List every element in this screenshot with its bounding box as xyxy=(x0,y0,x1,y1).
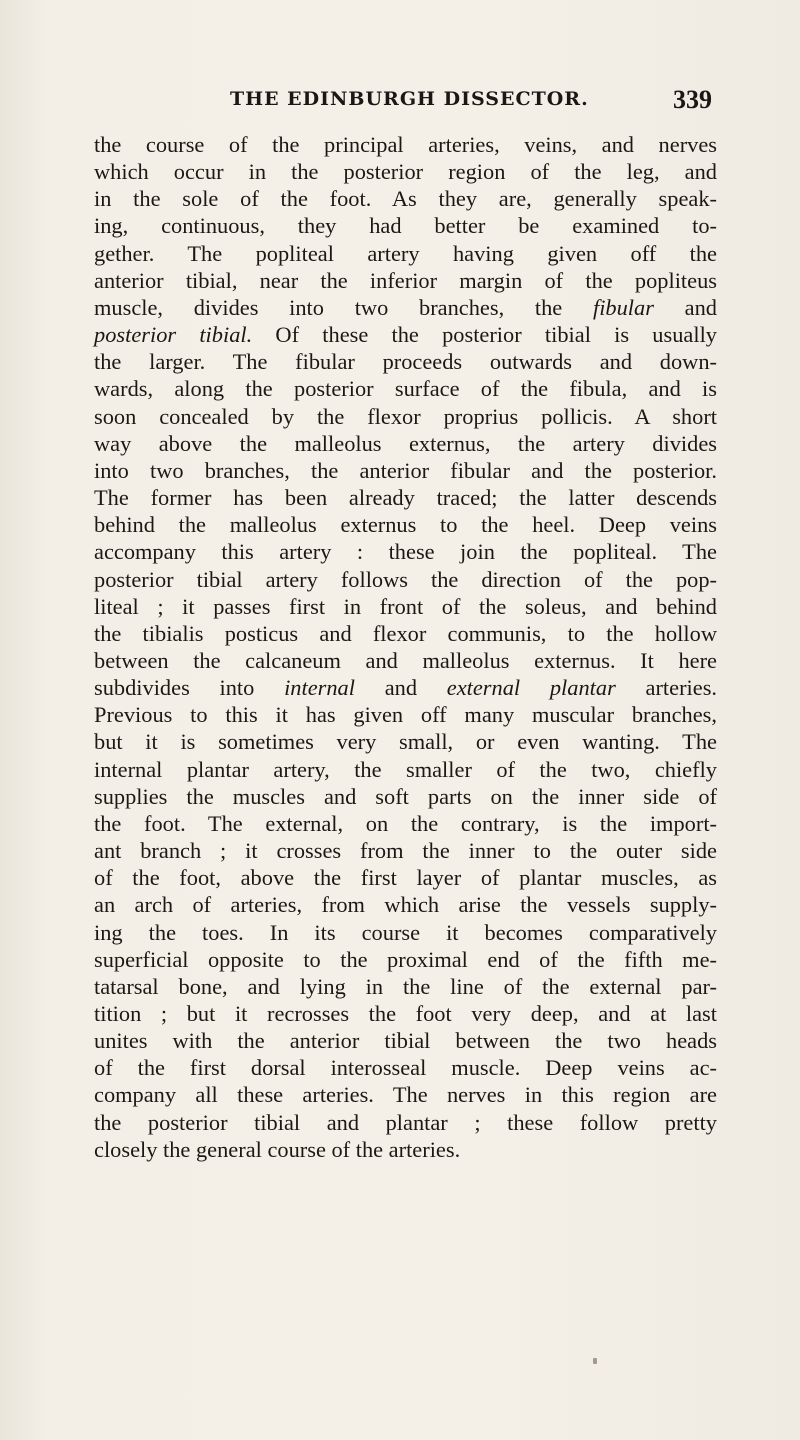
text-segment: internal plantar artery, the smaller of the two, chiefly xyxy=(94,756,717,782)
text-segment: and xyxy=(354,675,447,701)
text-line xyxy=(94,837,717,864)
text-line xyxy=(94,321,717,348)
text-line xyxy=(94,756,717,783)
text-line xyxy=(94,538,717,565)
text-line xyxy=(94,891,717,918)
text-line xyxy=(94,701,717,728)
text-segment: between the calcaneum and malleolus externus. It here xyxy=(94,647,717,673)
italic-term: fibular xyxy=(592,294,654,320)
text-line xyxy=(94,946,717,973)
text-line xyxy=(94,212,717,239)
ink-speck xyxy=(593,1358,597,1364)
text-segment: closely the general course of the arteries. xyxy=(94,1136,461,1162)
text-segment: into two branches, the anterior fibular and the posterior. xyxy=(94,457,717,483)
text-segment: ant branch ; it crosses from the inner to the outer side xyxy=(94,838,717,864)
text-line xyxy=(94,593,717,620)
text-line xyxy=(94,430,717,457)
text-line xyxy=(94,674,717,701)
text-segment: unites with the anterior tibial between the two heads xyxy=(94,1028,717,1054)
text-line xyxy=(94,647,717,674)
text-line xyxy=(94,810,717,837)
text-segment: tition ; but it recrosses the foot very deep, and at last xyxy=(94,1001,717,1026)
text-segment: the larger. The fibular proceeds outwards and down- xyxy=(94,349,717,375)
text-line xyxy=(94,864,717,891)
text-segment: posterior tibial artery follows the direction of the pop- xyxy=(94,566,717,592)
text-segment: in the sole of the foot. As they are, generally speak- xyxy=(94,186,717,212)
text-segment: Previous to this it has given off many muscular branches, xyxy=(94,702,717,728)
text-segment: of the foot, above the first layer of plantar muscles, as xyxy=(94,865,717,891)
text-segment: gether. The popliteal artery having given off the xyxy=(94,240,717,266)
text-segment: but it is sometimes very small, or even wanting. The xyxy=(94,729,717,755)
text-segment: Of these the posterior tibial is usually xyxy=(252,322,717,348)
text-segment: the posterior tibial and plantar ; these follow pretty xyxy=(94,1109,717,1135)
text-segment: anterior tibial, near the inferior margin of the popliteus xyxy=(94,267,717,293)
text-line xyxy=(94,919,717,946)
text-segment: way above the malleolus externus, the artery divides xyxy=(94,430,717,456)
text-segment: accompany this artery : these join the popliteal. The xyxy=(94,539,717,565)
page-header xyxy=(230,85,712,118)
text-line xyxy=(94,1136,717,1163)
text-segment: which occur in the posterior region of the leg, and xyxy=(94,159,717,185)
text-line xyxy=(94,185,717,212)
text-line xyxy=(94,783,717,810)
text-segment: wards, along the posterior surface of the fibula, and is xyxy=(94,376,717,402)
text-segment: subdivides into xyxy=(94,675,285,701)
text-line xyxy=(94,240,717,267)
body-paragraph xyxy=(94,131,717,1163)
italic-term: internal xyxy=(284,675,355,701)
text-segment: the foot. The external, on the contrary, is the import- xyxy=(94,810,717,836)
text-line xyxy=(94,457,717,484)
text-line xyxy=(94,403,717,430)
italic-term: external plantar xyxy=(446,675,616,701)
text-line xyxy=(94,1081,717,1108)
running-head: THE EDINBURGH DISSECTOR. xyxy=(230,88,589,110)
text-segment: behind the malleolus externus to the heel. Deep veins xyxy=(94,512,717,538)
text-line xyxy=(94,1054,717,1081)
text-line xyxy=(94,1109,717,1136)
text-segment: supplies the muscles and soft parts on the inner side of xyxy=(94,783,717,809)
text-line xyxy=(94,620,717,647)
text-segment: ing, continuous, they had better be examined to- xyxy=(94,213,717,239)
text-segment: the course of the principal arteries, veins, and nerves xyxy=(94,132,717,157)
text-segment: ing the toes. In its course it becomes comparatively xyxy=(94,919,717,945)
text-segment: company all these arteries. The nerves in this region are xyxy=(94,1082,717,1108)
text-segment: The former has been already traced; the latter descends xyxy=(94,485,717,511)
page-number: 339 xyxy=(673,85,712,114)
text-line xyxy=(94,728,717,755)
text-segment: arteries. xyxy=(615,675,718,701)
italic-term: posterior tibial. xyxy=(94,322,253,348)
text-line xyxy=(94,484,717,511)
text-line xyxy=(94,1027,717,1054)
text-segment: liteal ; it passes first in front of the soleus, and behind xyxy=(94,593,717,619)
text-line xyxy=(94,348,717,375)
text-segment: of the first dorsal interosseal muscle. Deep veins ac- xyxy=(94,1055,717,1081)
text-line xyxy=(94,1000,717,1027)
text-line xyxy=(94,294,717,321)
text-segment: the tibialis posticus and flexor communis, to the hollow xyxy=(94,620,717,646)
text-segment: soon concealed by the flexor proprius pollicis. A short xyxy=(94,403,717,429)
text-line xyxy=(94,267,717,294)
text-line xyxy=(94,973,717,1000)
text-line xyxy=(94,158,717,185)
text-line xyxy=(94,131,717,158)
text-line xyxy=(94,511,717,538)
text-segment: superficial opposite to the proximal end of the fifth me- xyxy=(94,946,717,972)
text-segment: an arch of arteries, from which arise the vessels supply- xyxy=(94,892,717,918)
text-line xyxy=(94,566,717,593)
text-segment: muscle, divides into two branches, the xyxy=(94,294,593,320)
text-segment: tatarsal bone, and lying in the line of the external par- xyxy=(94,973,717,999)
text-line xyxy=(94,375,717,402)
text-segment: and xyxy=(653,294,717,320)
